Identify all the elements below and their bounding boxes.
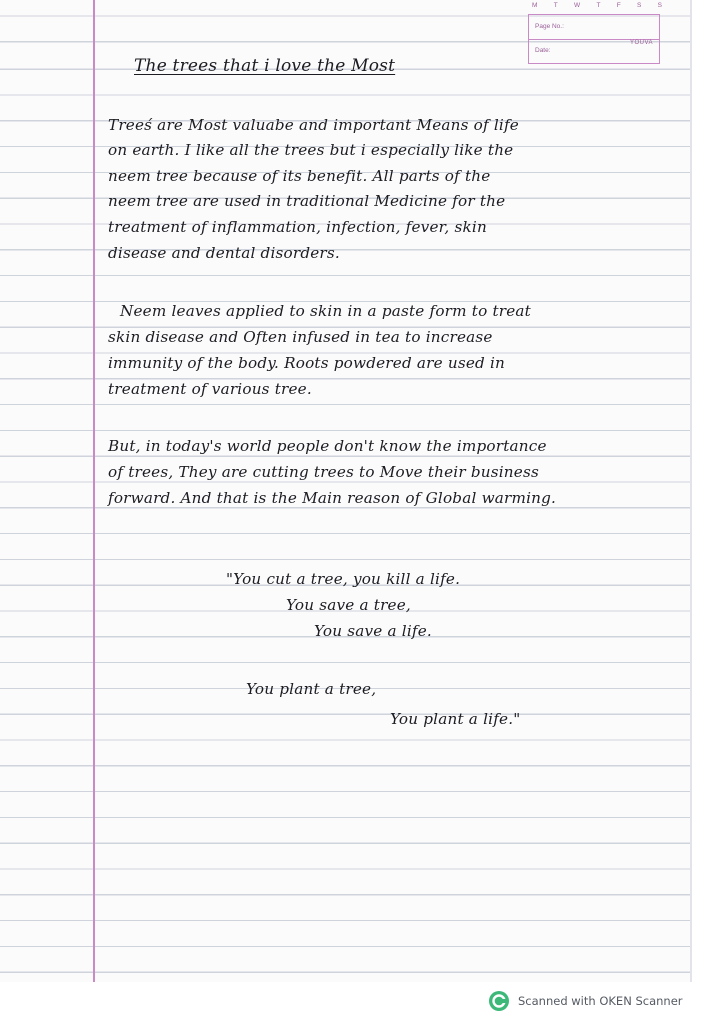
paragraph-1-line-5: treatment of inflammation, infection, fever, skin [108,218,487,236]
scanner-watermark-text: Scanned with OKEN Scanner [518,994,683,1008]
weekday-thu: T [596,2,601,9]
paragraph-3-line-3: forward. And that is the Main reason of Global warming. [108,489,557,507]
brand-logo: YOUVA [629,40,653,46]
date-label: Date: [535,47,551,54]
weekday-sat: S [637,2,642,9]
paragraph-1-line-6: disease and dental disorders. [108,244,340,262]
weekday-wed: W [574,2,581,9]
paragraph-1-line-3: neem tree because of its benefit. All parts of the [108,167,491,185]
paragraph-2-line-3: immunity of the body. Roots powdered are used in [108,354,505,372]
quote-line-3: You save a life. [314,622,432,640]
weekday-mon: M [532,2,538,9]
weekday-tue: T [553,2,558,9]
paragraph-1-line-4: neem tree are used in traditional Medicine for the [108,192,506,210]
paragraph-1-line-2: on earth. I like all the trees but i especially like the [108,141,514,159]
oken-logo-icon [488,990,510,1012]
scanner-watermark [488,990,683,1012]
quote-line-1: "You cut a tree, you kill a life. [226,570,461,588]
weekday-row [532,2,662,9]
quote-line-2: You save a tree, [286,596,411,614]
page-no-row [529,15,659,40]
paragraph-3-line-2: of trees, They are cutting trees to Move their business [108,463,539,481]
paragraph-1-line-1: Treeś are Most valuabe and important Means of life [108,116,519,134]
weekday-sun: S [657,2,662,9]
page-no-label: Page No.: [535,23,564,30]
paragraph-2-line-4: treatment of various tree. [108,380,312,398]
quote-line-4: You plant a tree, [246,680,377,698]
essay-title: The trees that i love the Most [134,56,396,76]
page-edge [690,0,692,982]
paragraph-2-line-1: Neem leaves applied to skin in a paste form to treat [120,302,531,320]
paragraph-3-line-1: But, in today's world people don't know the importance [108,437,547,455]
quote-line-5: You plant a life." [390,710,521,728]
margin-line [93,0,95,982]
paragraph-2-line-2: skin disease and Often infused in tea to increase [108,328,493,346]
weekday-fri: F [616,2,621,9]
page-info-box [528,14,660,64]
